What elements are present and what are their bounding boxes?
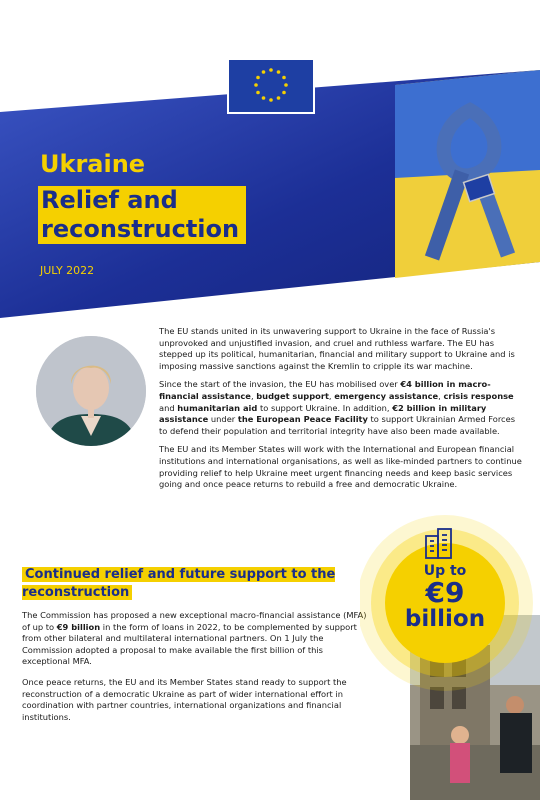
highlight-unit: billion <box>404 606 486 632</box>
section-text <box>22 610 367 723</box>
section-paragraph-1: The Commission has proposed a new exceptional macro-financial assistance (MFA) of up to €9 billion in the form of loans in 2022, to be complemented by support from other bilateral and multilateral international partners. On 1 July the Commission adopted a proposal to make available the first billion of this exceptional MFA. <box>22 610 367 667</box>
page-subtitle: Relief and reconstruction <box>38 186 246 244</box>
page-title: Ukraine <box>40 150 146 178</box>
highlight-prefix: Up to <box>423 563 467 579</box>
portrait-photo <box>36 336 146 446</box>
highlight-amount: €9 <box>425 576 465 609</box>
eu-flag-icon <box>227 58 315 114</box>
intro-text <box>159 326 525 491</box>
section-paragraph-2: Once peace returns, the EU and its Member States stand ready to support the reconstruction of a democratic Ukraine as part of wider international effort in coordination with partner countries, international organizations and financial institutions. <box>22 676 347 722</box>
intro-paragraph-1: The EU stands united in its unwavering support to Ukraine in the face of Russia's unprovoked and unjustified invasion, and cruel and ruthless warfare. The EU has stepped up its political, humanitarian, financial and military support to Ukraine and is imposing massive sanctions against the Kremlin to cripple its war machine. <box>159 326 515 371</box>
intro-paragraph-3: The EU and its Member States will work with the International and European financial institutions and international organisations, as well as like-minded partners to continue providing relief to help Ukraine meet urgent financing needs and keep basic services going and once peace returns to rebuild a free and democratic Ukraine. <box>159 444 522 490</box>
section-heading: Continued relief and future support to the reconstruction <box>22 567 336 600</box>
intro-paragraph-2: Since the start of the invasion, the EU has mobilised over €4 billion in macro-financial assistance, budget support, emergency assistance, crisis response and humanitarian aid to support Ukraine. In addition, €2 billion in military assistance under the European Peace Facility to support Ukrainian Armed Forces to defend their population and territorial integrity have also been made available. <box>159 379 516 436</box>
publication-date: JULY 2022 <box>40 264 95 277</box>
buildings-icon <box>423 526 455 560</box>
